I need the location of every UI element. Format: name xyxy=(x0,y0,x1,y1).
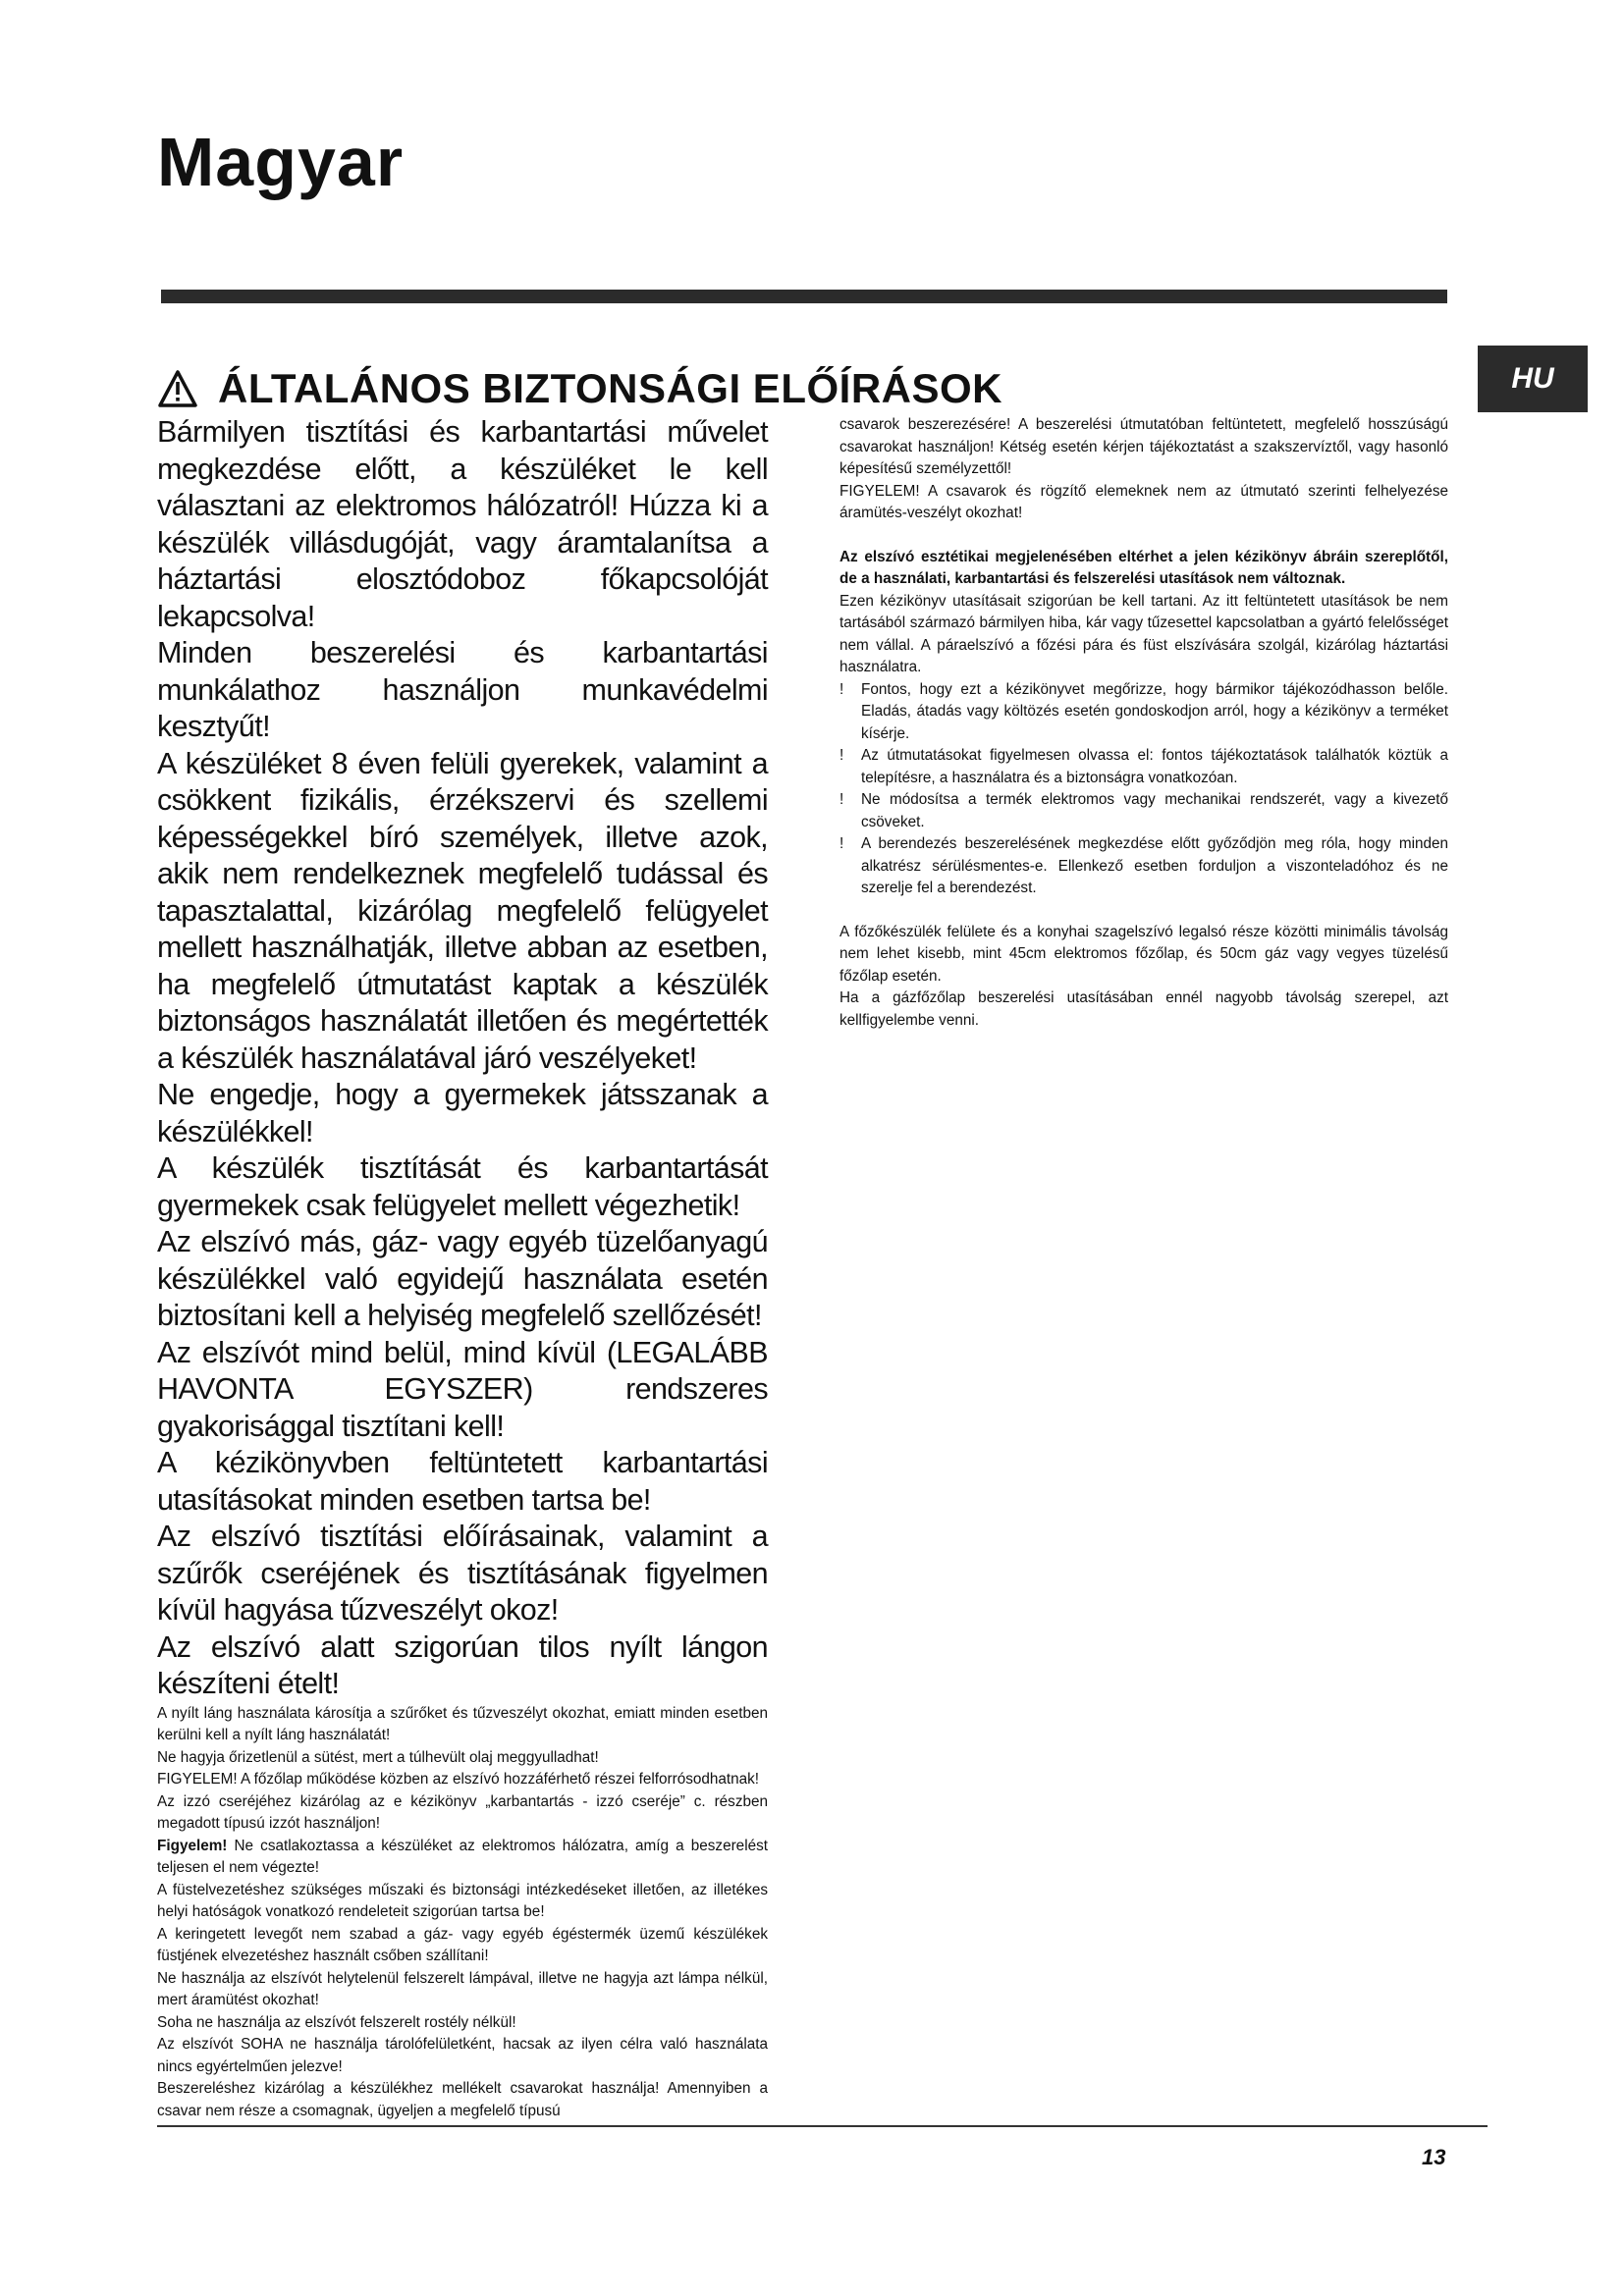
note-paragraph: Ne hagyja őrizetlenül a sütést, mert a túlhevült olaj meggyulladhat! xyxy=(157,1748,599,1766)
exclamation-icon: ! xyxy=(839,680,844,698)
notice-text: A berendezés beszerelésének megkezdése előtt győződjön meg róla, hogy minden alkatrész sérülésmentes-e. Ellenkező esetben forduljon a viszonteladóhoz és ne szerelje fel a berendezést. xyxy=(861,835,1448,896)
note-paragraph: Az izzó cseréjéhez kizárólag az e kézikönyv „karbantartás - izzó cseréje” c. részben megadott típusú izzót használjon! xyxy=(157,1792,768,1832)
safety-paragraph: A kézikönyvben feltüntetett karbantartási utasításokat minden esetben tartsa be! xyxy=(157,1446,768,1517)
exclamation-icon: ! xyxy=(839,835,844,852)
intro-paragraph: csavarok beszerezésére! A beszerelési útmutatóban feltüntetett, megfelelő hosszúságú csavarokat használjon! Kétség esetén kérjen tájékoztatást a szakszervíztől, vagy hasonló képesítésű személyzettől! xyxy=(839,416,1448,477)
section-heading-text: ÁLTALÁNOS BIZTONSÁGI ELŐÍRÁSOK xyxy=(218,365,1002,411)
footer-divider xyxy=(157,2125,1488,2127)
body-paragraph: Ezen kézikönyv utasításait szigorúan be kell tartani. Az itt feltüntetett utasítások be nem tartásából származó bármilyen hiba, kár vagy tűzesettel kapcsolatban a gyártó felelősséget nem vállal. A páraelszívó a főzési pára és füst elszívására szolgál, kizárólag háztartási használatra. xyxy=(839,592,1448,675)
warning-triangle-icon xyxy=(157,369,198,408)
left-column xyxy=(157,414,768,2122)
note-paragraph: A nyílt láng használata károsítja a szűrőket és tűzveszélyt okozhat, emiatt minden esetben kerülni kell a nyílt láng használatát! xyxy=(157,1704,768,1743)
safety-paragraph: Az elszívó más, gáz- vagy egyéb tüzelőanyagú készülékkel való egyidejű használata esetén biztosítani kell a helyiség megfelelő szellőzését! xyxy=(157,1225,768,1332)
distance-paragraph: Ha a gázfőzőlap beszerelési utasításában ennél nagyobb távolság szerepel, azt kellfigyelembe venni. xyxy=(839,989,1448,1029)
right-column xyxy=(839,414,1448,1032)
notice-text: Fontos, hogy ezt a kézikönyvet megőrizze, hogy bármikor tájékozódhasson belőle. Eladás, átadás vagy költözés esetén gondoskodjon arról, hogy a kézikönyv a terméket kísérje. xyxy=(861,680,1448,742)
attention-paragraph xyxy=(157,1836,768,1880)
exclamation-icon: ! xyxy=(839,747,844,764)
note-paragraph: FIGYELEM! A főzőlap működése közben az elszívó hozzáférhető részei felforrósodhatnak! xyxy=(157,1771,760,1788)
attention-label: Figyelem! xyxy=(157,1837,228,1854)
note-paragraph: A füstelvezetéshez szükséges műszaki és biztonsági intézkedéseket illetően, az illetékes helyi hatóságok vonatkozó rendeleteit szigorúan tartsa be! xyxy=(157,1881,768,1920)
note-paragraph: Soha ne használja az elszívót felszerelt rostély nélkül! xyxy=(157,2013,516,2031)
attention-text: Ne csatlakoztassa a készüléket az elektromos hálózatra, amíg a beszerelést teljesen el nem végezte! xyxy=(157,1837,768,1876)
safety-paragraph: A készülék tisztítását és karbantartását gyermekek csak felügyelet mellett végezhetik! xyxy=(157,1151,768,1222)
safety-paragraph: Bármilyen tisztítási és karbantartási művelet megkezdése előtt, a készüléket le kell választani az elektromos hálózatról! Húzza ki a készülék villásdugóját, vagy áramtalanítsa a háztartási elosztódoboz főkapcsolóját lekapcsolva! xyxy=(157,415,768,633)
note-paragraph: Ne használja az elszívót helytelenül felszerelt lámpával, illetve ne hagyja azt lámpa nélkül, mert áramütést okozhat! xyxy=(157,1969,768,2008)
page-title: Magyar xyxy=(157,124,405,200)
page-number: 13 xyxy=(1422,2145,1446,2169)
section-heading xyxy=(157,365,1002,412)
note-paragraph: Az elszívót SOHA ne használja tárolófelületként, hacsak az ilyen célra való használata nincs egyértelműen jelezve! xyxy=(157,2036,768,2075)
distance-paragraph: A főzőkészülék felülete és a konyhai szagelszívó legalsó része közötti minimális távolság nem lehet kisebb, mint 45cm elektromos főzőlap, és 50cm gáz vagy vegyes tüzelésű főzőlap esetén. xyxy=(839,923,1448,985)
intro-paragraph: FIGYELEM! A csavarok és rögzítő elemeknek nem az útmutató szerinti felhelyezése áramütés-veszélyt okozhat! xyxy=(839,482,1448,521)
notice-item xyxy=(839,833,1448,900)
safety-paragraph: A készüléket 8 éven felüli gyerekek, valamint a csökkent fizikális, érzékszervi és szellemi képességekkel bíró személyek, illetve azok, akik nem rendelkeznek megfelelő tudással és tapasztalattal, kizárólag megfelelő felügyelet mellett használhatják, illetve abban az esetben, ha megfelelő útmutatást kaptak a készülék biztonságos használatát illetően és megértették a készülék használatával járó veszélyeket! xyxy=(157,746,768,1075)
exclamation-icon: ! xyxy=(839,791,844,808)
notice-item xyxy=(839,745,1448,789)
appearance-note: Az elszívó esztétikai megjelenésében eltérhet a jelen kézikönyv ábráin szereplőtől, de a használati, karbantartási és felszerelési utasítások nem változnak. xyxy=(839,548,1448,587)
language-tab: HU xyxy=(1478,346,1588,412)
notice-text: Ne módosítsa a termék elektromos vagy mechanikai rendszerét, vagy a kivezető csöveket. xyxy=(861,791,1448,830)
notice-item xyxy=(839,789,1448,833)
title-divider xyxy=(161,290,1447,303)
note-paragraph: A keringetett levegőt nem szabad a gáz- vagy egyéb égéstermék üzemű készülékek füstjének elvezetéshez használt csőben szállítani! xyxy=(157,1925,768,1964)
safety-paragraph: Az elszívót mind belül, mind kívül (LEGALÁBB HAVONTA EGYSZER) rendszeres gyakorisággal tisztítani kell! xyxy=(157,1335,768,1443)
safety-paragraph: Ne engedje, hogy a gyermekek játsszanak a készülékkel! xyxy=(157,1078,768,1148)
safety-paragraph: Minden beszerelési és karbantartási munkálathoz használjon munkavédelmi kesztyűt! xyxy=(157,636,768,743)
safety-paragraph: Az elszívó alatt szigorúan tilos nyílt lángon készíteni ételt! xyxy=(157,1629,768,1700)
notice-text: Az útmutatásokat figyelmesen olvassa el: fontos tájékoztatások találhatók köztük a telepítésre, a használatra és a biztonságra vonatkozóan. xyxy=(861,747,1448,786)
notice-item xyxy=(839,679,1448,746)
note-paragraph: Beszereléshez kizárólag a készülékhez mellékelt csavarokat használja! Amennyiben a csavar nem része a csomagnak, ügyeljen a megfelelő típusú xyxy=(157,2080,768,2119)
safety-paragraph: Az elszívó tisztítási előírásainak, valamint a szűrők cseréjének és tisztításának figyelmen kívül hagyása tűzveszélyt okoz! xyxy=(157,1520,768,1627)
